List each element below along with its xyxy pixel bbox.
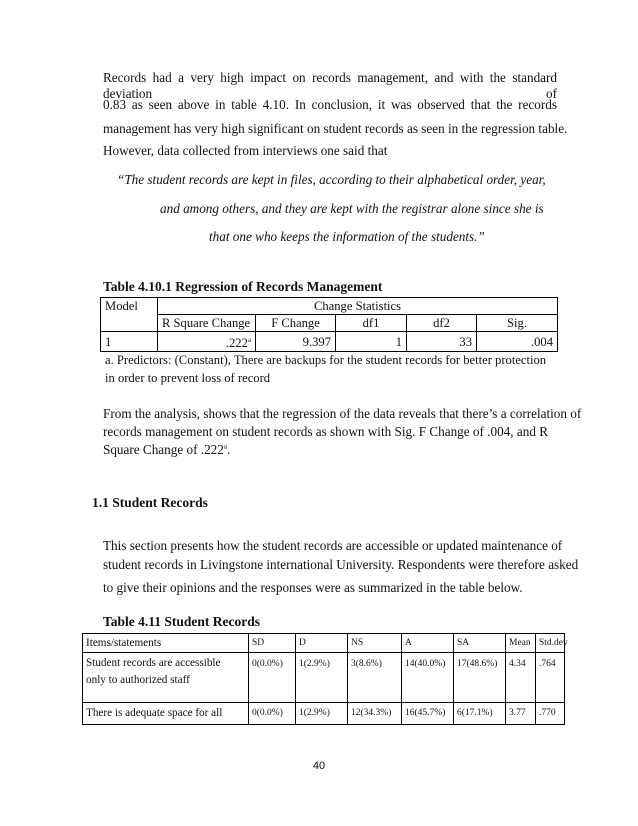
table-subheader-row [101, 315, 558, 332]
d-cell: 1(2.9%) [296, 703, 348, 725]
table-note-line-1: a. Predictors: (Constant), There are backups for the student records for better protection [105, 353, 547, 367]
column-header: Std.dev [536, 634, 565, 653]
analysis-line-3-end: . [226, 442, 231, 457]
sd-cell: 0(0.0%) [249, 653, 296, 703]
intro-line-2: 0.83 as seen above in table 4.10. In conclusion, it was observed that the records [103, 97, 557, 112]
interview-quote-line-3: that one who keeps the information of the students.” [209, 229, 485, 244]
ns-cell: 12(34.3%) [348, 703, 402, 725]
footnote-marker: a [223, 442, 227, 451]
sa-cell: 17(48.6%) [454, 653, 506, 703]
analysis-line-2: records management on student records as shown with Sig. F Change of .004, and R [103, 424, 549, 439]
column-header: D [296, 634, 348, 653]
intro-line-3: management has very high significant on student records as seen in the regression table. [103, 121, 568, 136]
std-dev-cell: .770 [536, 703, 565, 725]
df1-cell: 1 [336, 332, 407, 352]
a-cell: 14(40.0%) [402, 653, 454, 703]
regression-table [100, 297, 558, 352]
std-dev-cell: .764 [536, 653, 565, 703]
column-header: SD [249, 634, 296, 653]
analysis-line-3-text: Square Change of .222 [103, 442, 224, 457]
f-change-cell: 9.397 [256, 332, 336, 352]
change-statistics-header: Change Statistics [158, 298, 558, 315]
section-line-1: This section presents how the student records are accessible or updated maintenance of [103, 538, 563, 553]
column-header: SA [454, 634, 506, 653]
r-square-value: .222 [225, 336, 248, 351]
column-header: df2 [407, 315, 477, 332]
table-4-11-caption: Table 4.11 Student Records [103, 614, 261, 629]
table-4-10-1-caption: Table 4.10.1 Regression of Records Management [103, 279, 383, 294]
table-row [83, 703, 565, 725]
item-cell: There is adequate space for all [83, 703, 249, 725]
a-cell: 16(45.7%) [402, 703, 454, 725]
analysis-line-1: From the analysis, shows that the regression of the data reveals that there’s a correlation of [103, 406, 582, 421]
footnote-marker: a [247, 336, 251, 344]
model-cell: 1 [101, 332, 158, 352]
sd-cell: 0(0.0%) [249, 703, 296, 725]
table-note-line-2: in order to prevent loss of record [105, 371, 271, 385]
mean-cell: 4.34 [506, 653, 536, 703]
student-records-table [82, 633, 568, 725]
section-line-2: student records in Livingstone international University. Respondents were therefore asked [103, 557, 579, 572]
r-square-change-cell [158, 332, 256, 352]
column-header: Mean [506, 634, 536, 653]
intro-line-4: However, data collected from interviews one said that [103, 143, 388, 158]
item-cell [83, 653, 249, 703]
d-cell: 1(2.9%) [296, 653, 348, 703]
column-header: Items/statements [83, 634, 249, 653]
mean-cell: 3.77 [506, 703, 536, 725]
table-row [101, 332, 558, 352]
sig-cell: .004 [477, 332, 558, 352]
table-header-row [101, 298, 558, 315]
column-header: NS [348, 634, 402, 653]
intro-line-1: Records had a very high impact on records management, and with the standard deviation of [103, 70, 557, 101]
table-header-row [83, 634, 565, 653]
column-header: R Square Change [158, 315, 256, 332]
table-row [83, 653, 565, 703]
column-header: df1 [336, 315, 407, 332]
sa-cell: 6(17.1%) [454, 703, 506, 725]
interview-quote-line-1: “The student records are kept in files, according to their alphabetical order, year, [117, 172, 546, 187]
page-number: 40 [312, 760, 326, 772]
model-header: Model [101, 298, 158, 332]
column-header: A [402, 634, 454, 653]
df2-cell: 33 [407, 332, 477, 352]
item-text: Student records are accessible [86, 657, 221, 669]
ns-cell: 3(8.6%) [348, 653, 402, 703]
section-heading: 1.1 Student Records [92, 495, 208, 510]
column-header: Sig. [477, 315, 558, 332]
section-line-3: to give their opinions and the responses were as summarized in the table below. [103, 580, 523, 595]
column-header: F Change [256, 315, 336, 332]
interview-quote-line-2: and among others, and they are kept with the registrar alone since she is [160, 201, 544, 216]
item-text: only to authorized staff [86, 674, 190, 686]
analysis-line-3 [103, 442, 230, 458]
